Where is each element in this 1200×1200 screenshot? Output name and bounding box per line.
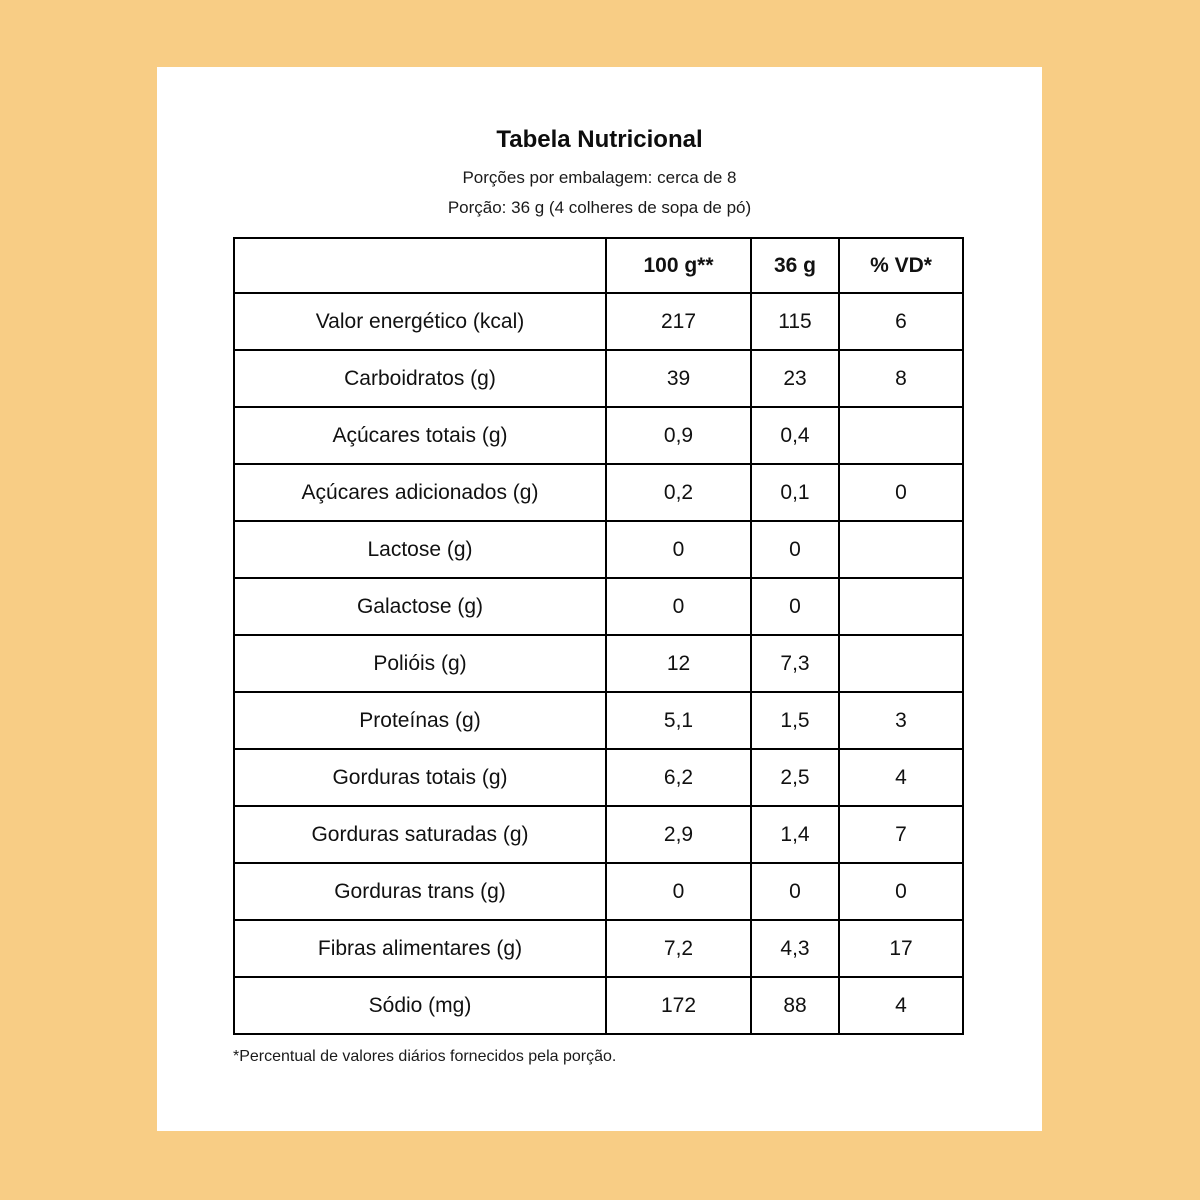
value-36g: 4,3 [751,920,839,977]
value-100g: 172 [606,977,751,1034]
portion-size-text: Porção: 36 g (4 colheres de sopa de pó) [447,198,752,217]
value-vd: 7 [839,806,963,863]
value-36g: 2,5 [751,749,839,806]
row-label: Gorduras trans (g) [234,863,606,920]
value-36g: 0 [751,521,839,578]
value-36g: 7,3 [751,635,839,692]
row-label: Açúcares adicionados (g) [234,464,606,521]
value-vd: 4 [839,749,963,806]
table-row [234,806,963,863]
value-vd: 6 [839,293,963,350]
value-vd: 0 [839,464,963,521]
value-100g: 2,9 [606,806,751,863]
value-100g: 0,2 [606,464,751,521]
table-row [234,977,963,1034]
value-36g: 23 [751,350,839,407]
header-cell-vd: % VD* [839,238,963,293]
header-cell-100g: 100 g** [606,238,751,293]
value-36g: 115 [751,293,839,350]
table-row [234,464,963,521]
value-36g: 1,5 [751,692,839,749]
row-label: Polióis (g) [234,635,606,692]
value-vd: 3 [839,692,963,749]
value-100g: 217 [606,293,751,350]
row-label: Sódio (mg) [234,977,606,1034]
value-vd: 4 [839,977,963,1034]
value-vd [839,521,963,578]
value-100g: 0 [606,863,751,920]
value-100g: 0 [606,521,751,578]
table-row [234,692,963,749]
table-row [234,635,963,692]
row-label: Proteínas (g) [234,692,606,749]
table-row [234,407,963,464]
value-vd [839,635,963,692]
value-100g: 0,9 [606,407,751,464]
daily-value-footnote: *Percentual de valores diários fornecidos pela porção. [233,1048,617,1065]
table-row [234,863,963,920]
nutrition-table [233,237,964,1035]
value-vd [839,578,963,635]
header-cell-36g: 36 g [751,238,839,293]
value-vd [839,407,963,464]
row-label: Valor energético (kcal) [234,293,606,350]
header-cell-empty [234,238,606,293]
portion-info [157,163,1042,223]
value-100g: 6,2 [606,749,751,806]
value-100g: 7,2 [606,920,751,977]
table-row [234,293,963,350]
value-36g: 1,4 [751,806,839,863]
table-row [234,578,963,635]
value-100g: 0 [606,578,751,635]
row-label: Galactose (g) [234,578,606,635]
table-header-row [234,238,963,293]
value-vd: 8 [839,350,963,407]
row-label: Gorduras totais (g) [234,749,606,806]
value-36g: 0,1 [751,464,839,521]
row-label: Fibras alimentares (g) [234,920,606,977]
value-36g: 88 [751,977,839,1034]
nutrition-label-card [157,67,1042,1131]
value-100g: 12 [606,635,751,692]
table-row [234,749,963,806]
value-100g: 5,1 [606,692,751,749]
value-vd: 17 [839,920,963,977]
row-label: Gorduras saturadas (g) [234,806,606,863]
servings-per-package-text: Porções por embalagem: cerca de 8 [462,168,737,187]
value-36g: 0 [751,578,839,635]
page-title: Tabela Nutricional [496,126,703,153]
table-row [234,350,963,407]
row-label: Lactose (g) [234,521,606,578]
value-36g: 0,4 [751,407,839,464]
table-row [234,920,963,977]
value-36g: 0 [751,863,839,920]
row-label: Açúcares totais (g) [234,407,606,464]
value-vd: 0 [839,863,963,920]
table-row [234,521,963,578]
row-label: Carboidratos (g) [234,350,606,407]
value-100g: 39 [606,350,751,407]
